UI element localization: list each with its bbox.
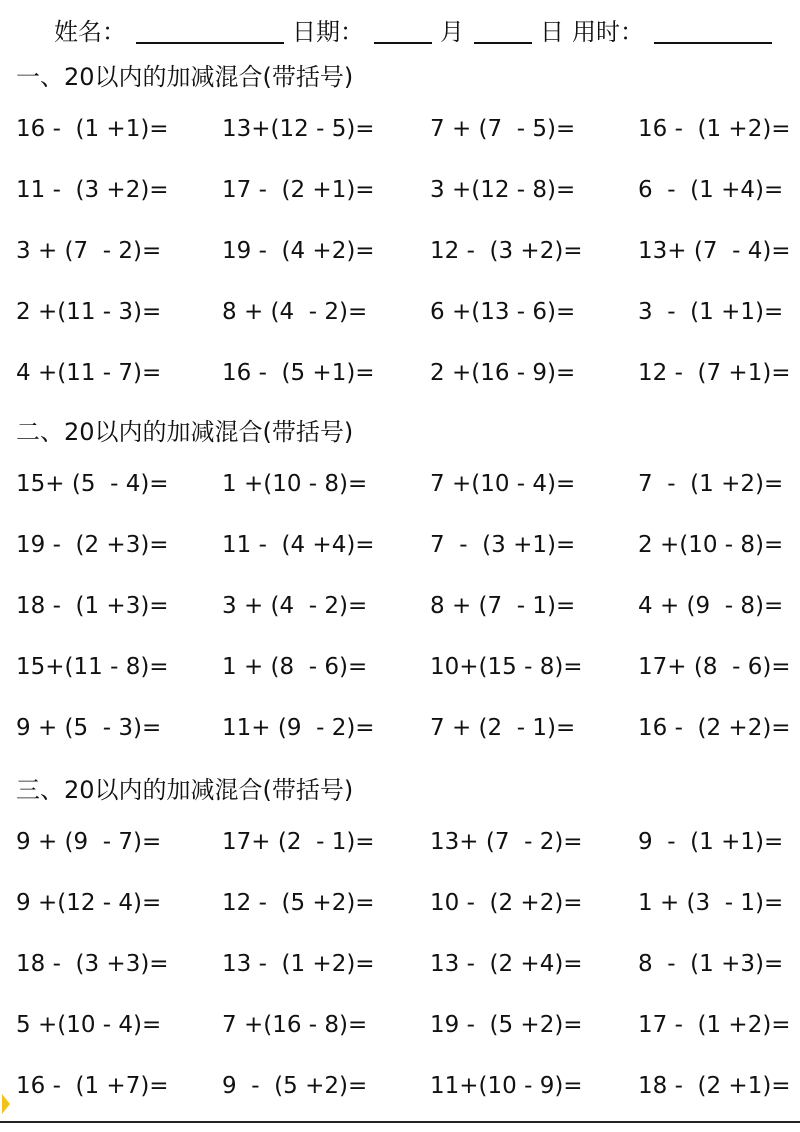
math-problem: 10 - (2 +2)= (430, 890, 583, 916)
math-problem: 17 - (2 +1)= (222, 177, 375, 203)
math-problem: 6 +(13 - 6)= (430, 299, 576, 325)
math-problem: 16 - (5 +1)= (222, 360, 375, 386)
math-problem: 4 +(11 - 7)= (16, 360, 162, 386)
math-problem: 17 - (1 +2)= (638, 1012, 791, 1038)
section-title: 二、20以内的加减混合(带括号) (16, 418, 354, 446)
math-problem: 4 + (9 - 8)= (638, 593, 784, 619)
problem-row (16, 1008, 791, 1069)
problem-grid (16, 825, 791, 1130)
math-problem: 11 - (3 +2)= (16, 177, 169, 203)
section-title: 一、20以内的加减混合(带括号) (16, 63, 354, 91)
math-problem: 9 +(12 - 4)= (16, 890, 162, 916)
problem-grid (16, 112, 791, 417)
math-problem: 16 - (1 +1)= (16, 116, 169, 142)
problem-row (16, 589, 786, 650)
math-problem: 1 +(10 - 8)= (222, 471, 368, 497)
section-1 (16, 60, 791, 417)
math-problem: 5 +(10 - 4)= (16, 1012, 162, 1038)
math-problem: 9 - (1 +1)= (638, 829, 784, 855)
math-problem: 7 + (2 - 1)= (430, 715, 576, 741)
problem-row (16, 112, 791, 173)
math-problem: 6 - (1 +4)= (638, 177, 784, 203)
section-2 (16, 415, 791, 772)
math-problem: 7 +(16 - 8)= (222, 1012, 368, 1038)
math-problem: 12 - (5 +2)= (222, 890, 375, 916)
day-blank[interactable] (474, 20, 532, 44)
math-problem: 16 - (2 +2)= (638, 715, 791, 741)
math-problem: 7 +(10 - 4)= (430, 471, 576, 497)
math-problem: 15+(11 - 8)= (16, 654, 169, 680)
math-problem: 11 - (4 +4)= (222, 532, 375, 558)
math-problem: 8 + (7 - 1)= (430, 593, 576, 619)
problem-row (16, 173, 786, 234)
worksheet-header (54, 14, 780, 50)
math-problem: 7 + (7 - 5)= (430, 116, 576, 142)
math-problem: 3 - (1 +1)= (638, 299, 784, 325)
section-3 (16, 773, 791, 1130)
math-problem: 12 - (3 +2)= (430, 238, 583, 264)
problem-row (16, 886, 786, 947)
math-problem: 1 + (3 - 1)= (638, 890, 784, 916)
math-problem: 13 - (1 +2)= (222, 951, 375, 977)
math-problem: 3 + (4 - 2)= (222, 593, 368, 619)
section-title: 三、20以内的加减混合(带括号) (16, 776, 354, 804)
math-problem: 9 - (5 +2)= (222, 1073, 368, 1099)
math-problem: 11+(10 - 9)= (430, 1073, 583, 1099)
math-problem: 13 - (2 +4)= (430, 951, 583, 977)
problem-row (16, 356, 791, 417)
day-label: 日 (540, 18, 564, 46)
bottom-divider (0, 1121, 800, 1123)
math-problem: 16 - (1 +7)= (16, 1073, 169, 1099)
math-problem: 19 - (5 +2)= (430, 1012, 583, 1038)
math-problem: 19 - (4 +2)= (222, 238, 375, 264)
math-problem: 2 +(10 - 8)= (638, 532, 784, 558)
math-problem: 13+ (7 - 4)= (638, 238, 791, 264)
math-problem: 3 +(12 - 8)= (430, 177, 576, 203)
math-problem: 9 + (5 - 3)= (16, 715, 162, 741)
name-blank[interactable] (136, 20, 284, 44)
math-problem: 19 - (2 +3)= (16, 532, 169, 558)
math-problem: 18 - (3 +3)= (16, 951, 169, 977)
problem-row (16, 295, 786, 356)
math-problem: 10+(15 - 8)= (430, 654, 583, 680)
problem-row (16, 711, 791, 772)
time-label: 用时： (572, 18, 644, 46)
math-problem: 13+(12 - 5)= (222, 116, 375, 142)
math-problem: 17+ (2 - 1)= (222, 829, 375, 855)
problem-row (16, 234, 791, 295)
math-problem: 7 - (1 +2)= (638, 471, 784, 497)
math-problem: 11+ (9 - 2)= (222, 715, 375, 741)
math-problem: 15+ (5 - 4)= (16, 471, 169, 497)
problem-row (16, 947, 786, 1008)
math-problem: 8 - (1 +3)= (638, 951, 784, 977)
math-problem: 17+ (8 - 6)= (638, 654, 791, 680)
math-problem: 12 - (7 +1)= (638, 360, 791, 386)
math-problem: 7 - (3 +1)= (430, 532, 576, 558)
problem-row (16, 650, 791, 711)
math-problem: 9 + (9 - 7)= (16, 829, 162, 855)
problem-grid (16, 467, 791, 772)
name-label: 姓名： (54, 18, 126, 46)
date-label: 日期： (292, 18, 364, 46)
math-problem: 1 + (8 - 6)= (222, 654, 368, 680)
problem-row (16, 528, 786, 589)
month-blank[interactable] (374, 20, 432, 44)
math-problem: 13+ (7 - 2)= (430, 829, 583, 855)
math-problem: 16 - (1 +2)= (638, 116, 791, 142)
time-blank[interactable] (654, 20, 772, 44)
math-problem: 18 - (1 +3)= (16, 593, 169, 619)
month-label: 月 (440, 18, 464, 46)
math-problem: 2 +(11 - 3)= (16, 299, 162, 325)
problem-row (16, 825, 786, 886)
math-problem: 2 +(16 - 9)= (430, 360, 576, 386)
math-problem: 3 + (7 - 2)= (16, 238, 162, 264)
problem-row (16, 467, 786, 528)
math-problem: 8 + (4 - 2)= (222, 299, 368, 325)
corner-mark-icon (2, 1094, 10, 1114)
math-problem: 18 - (2 +1)= (638, 1073, 791, 1099)
